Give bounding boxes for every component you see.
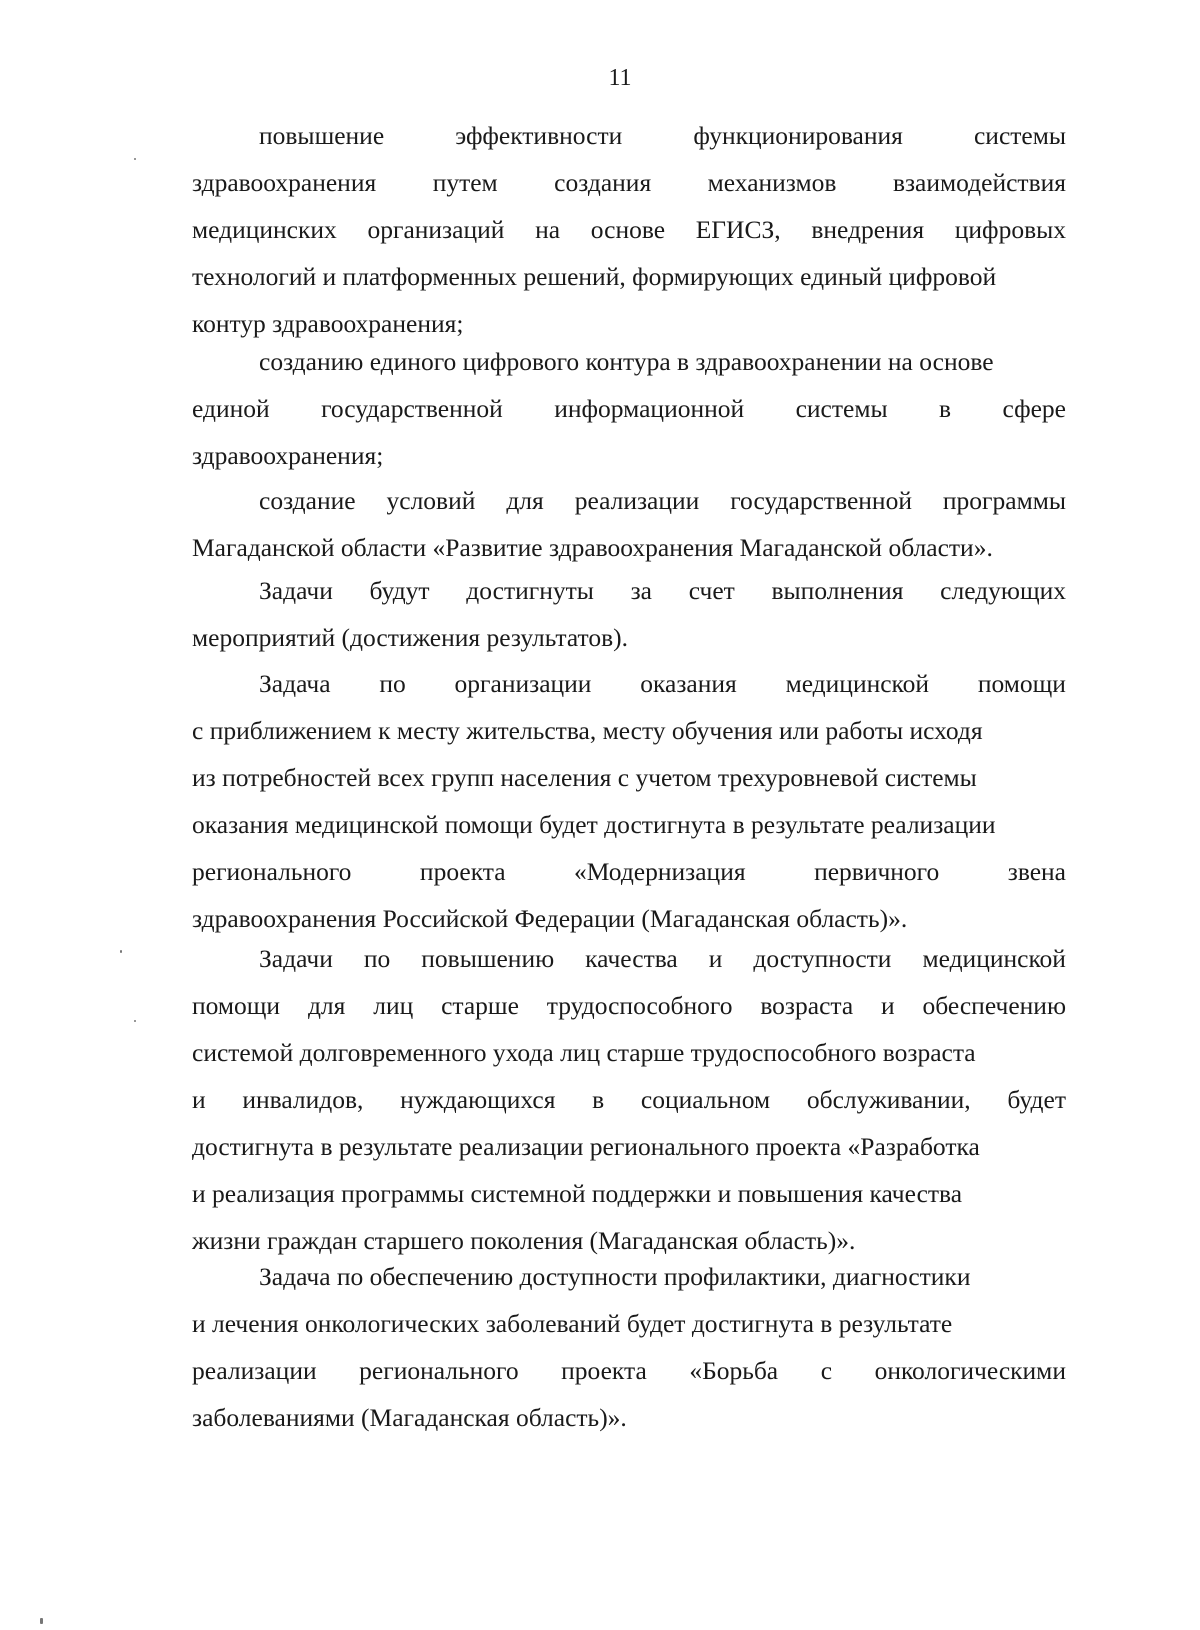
word: на	[535, 215, 561, 244]
word: следующих	[940, 576, 1066, 605]
word: качества	[585, 944, 678, 973]
word: сфере	[1002, 394, 1066, 423]
text-line: заболеваниями (Магаданская область)».	[192, 1403, 627, 1432]
word: обеспечению	[922, 991, 1066, 1020]
word: системы	[795, 394, 888, 423]
text-line	[192, 848, 1066, 895]
word: достигнуты	[466, 576, 594, 605]
word: медицинской	[922, 944, 1066, 973]
word: первичного	[814, 857, 940, 886]
word: выполнения	[771, 576, 904, 605]
text-line	[192, 1347, 1066, 1394]
scan-speck	[134, 158, 136, 160]
word: по	[379, 669, 406, 698]
word: по	[363, 944, 391, 973]
word: реализации	[192, 1356, 317, 1385]
word: лиц	[373, 991, 414, 1020]
word: оказания	[640, 669, 737, 698]
word: «Борьба	[689, 1356, 779, 1385]
text-line	[192, 935, 1066, 982]
word: регионального	[192, 857, 352, 886]
word: взаимодействия	[892, 168, 1066, 197]
word: и	[708, 944, 723, 973]
page-number: 11	[608, 65, 632, 91]
word: здравоохранения	[192, 168, 377, 197]
word: функционирования	[693, 121, 903, 150]
word: доступности	[753, 944, 892, 973]
word: помощи	[192, 991, 281, 1020]
text-line: созданию единого цифрового контура в здравоохранении на основе	[259, 347, 994, 376]
text-line	[192, 660, 1066, 707]
word: в	[592, 1085, 605, 1114]
scan-speck	[134, 1020, 136, 1022]
text-line	[192, 112, 1066, 159]
word: повышение	[259, 121, 385, 150]
word: звена	[1007, 857, 1066, 886]
word: будут	[369, 576, 430, 605]
text-line	[192, 206, 1066, 253]
text-line: системой долговременного ухода лиц старше трудоспособного возраста	[192, 1038, 976, 1067]
word: механизмов	[707, 168, 837, 197]
text-line	[192, 477, 1066, 524]
text-line: с приближением к месту жительства, месту обучения или работы исходя	[192, 716, 983, 745]
word: инвалидов,	[242, 1085, 364, 1114]
paragraph-5	[192, 660, 1066, 942]
word: будет	[1007, 1085, 1066, 1114]
word: за	[630, 576, 652, 605]
text-line: Магаданской области «Развитие здравоохранения Магаданской области».	[192, 533, 993, 562]
text-line	[192, 567, 1066, 614]
text-line: достигнута в результате реализации регионального проекта «Разработка	[192, 1132, 980, 1161]
word: возраста	[760, 991, 854, 1020]
word: реализации	[574, 486, 700, 515]
word: повышению	[421, 944, 555, 973]
paragraph-2	[192, 338, 1066, 479]
word: медицинской	[785, 669, 930, 698]
word: создание	[259, 486, 356, 515]
text-line: оказания медицинской помощи будет достигнута в результате реализации	[192, 810, 996, 839]
word: государственной	[730, 486, 912, 515]
word: медицинских	[192, 215, 337, 244]
word: основе	[590, 215, 666, 244]
text-line: контур здравоохранения;	[192, 309, 464, 338]
text-line: и лечения онкологических заболеваний будет достигнута в результате	[192, 1309, 953, 1338]
word: системы	[973, 121, 1066, 150]
word: счет	[688, 576, 735, 605]
paragraph-6	[192, 935, 1066, 1264]
word: социальном	[640, 1085, 771, 1114]
text-line: технологий и платформенных решений, формирующих единый цифровой	[192, 262, 997, 291]
paragraph-4	[192, 567, 1066, 661]
paragraph-1	[192, 112, 1066, 347]
word: трудоспособного	[546, 991, 733, 1020]
word: «Модернизация	[574, 857, 746, 886]
text-line: жизни граждан старшего поколения (Магаданская область)».	[192, 1226, 856, 1255]
word: помощи	[977, 669, 1066, 698]
word: и	[881, 991, 895, 1020]
word: государственной	[321, 394, 503, 423]
word: с	[820, 1356, 833, 1385]
word: информационной	[554, 394, 745, 423]
text-line: и реализация программы системной поддержки и повышения качества	[192, 1179, 963, 1208]
word: онкологическими	[874, 1356, 1066, 1385]
word: цифровых	[954, 215, 1066, 244]
word: организации	[454, 669, 592, 698]
word: создания	[554, 168, 652, 197]
word: внедрения	[811, 215, 925, 244]
text-line	[192, 385, 1066, 432]
word: программы	[942, 486, 1066, 515]
word: и	[192, 1085, 206, 1114]
text-line: Задача по обеспечению доступности профилактики, диагностики	[259, 1262, 971, 1291]
word: ЕГИСЗ,	[695, 215, 781, 244]
paragraph-3	[192, 477, 1066, 571]
scan-speck	[120, 950, 122, 953]
word: старше	[441, 991, 519, 1020]
word: для	[506, 486, 544, 515]
word: для	[307, 991, 346, 1020]
word: проекта	[419, 857, 506, 886]
text-line	[192, 982, 1066, 1029]
word: условий	[386, 486, 476, 515]
word: путем	[432, 168, 498, 197]
word: обслуживании,	[806, 1085, 971, 1114]
word: эффективности	[455, 121, 623, 150]
text-line: здравоохранения Российской Федерации (Магаданская область)».	[192, 904, 908, 933]
text-line	[192, 1076, 1066, 1123]
word: единой	[192, 394, 270, 423]
word: в	[939, 394, 952, 423]
word: организаций	[367, 215, 505, 244]
word: регионального	[359, 1356, 519, 1385]
word: Задачи	[259, 576, 333, 605]
word: Задача	[259, 669, 331, 698]
text-line	[192, 159, 1066, 206]
text-line: мероприятий (достижения результатов).	[192, 623, 629, 652]
word: проекта	[561, 1356, 647, 1385]
text-line: здравоохранения;	[192, 441, 384, 470]
scan-speck	[40, 1618, 43, 1624]
word: нуждающихся	[400, 1085, 556, 1114]
word: Задачи	[259, 944, 333, 973]
paragraph-7	[192, 1253, 1066, 1441]
text-line: из потребностей всех групп населения с учетом трехуровневой системы	[192, 763, 977, 792]
